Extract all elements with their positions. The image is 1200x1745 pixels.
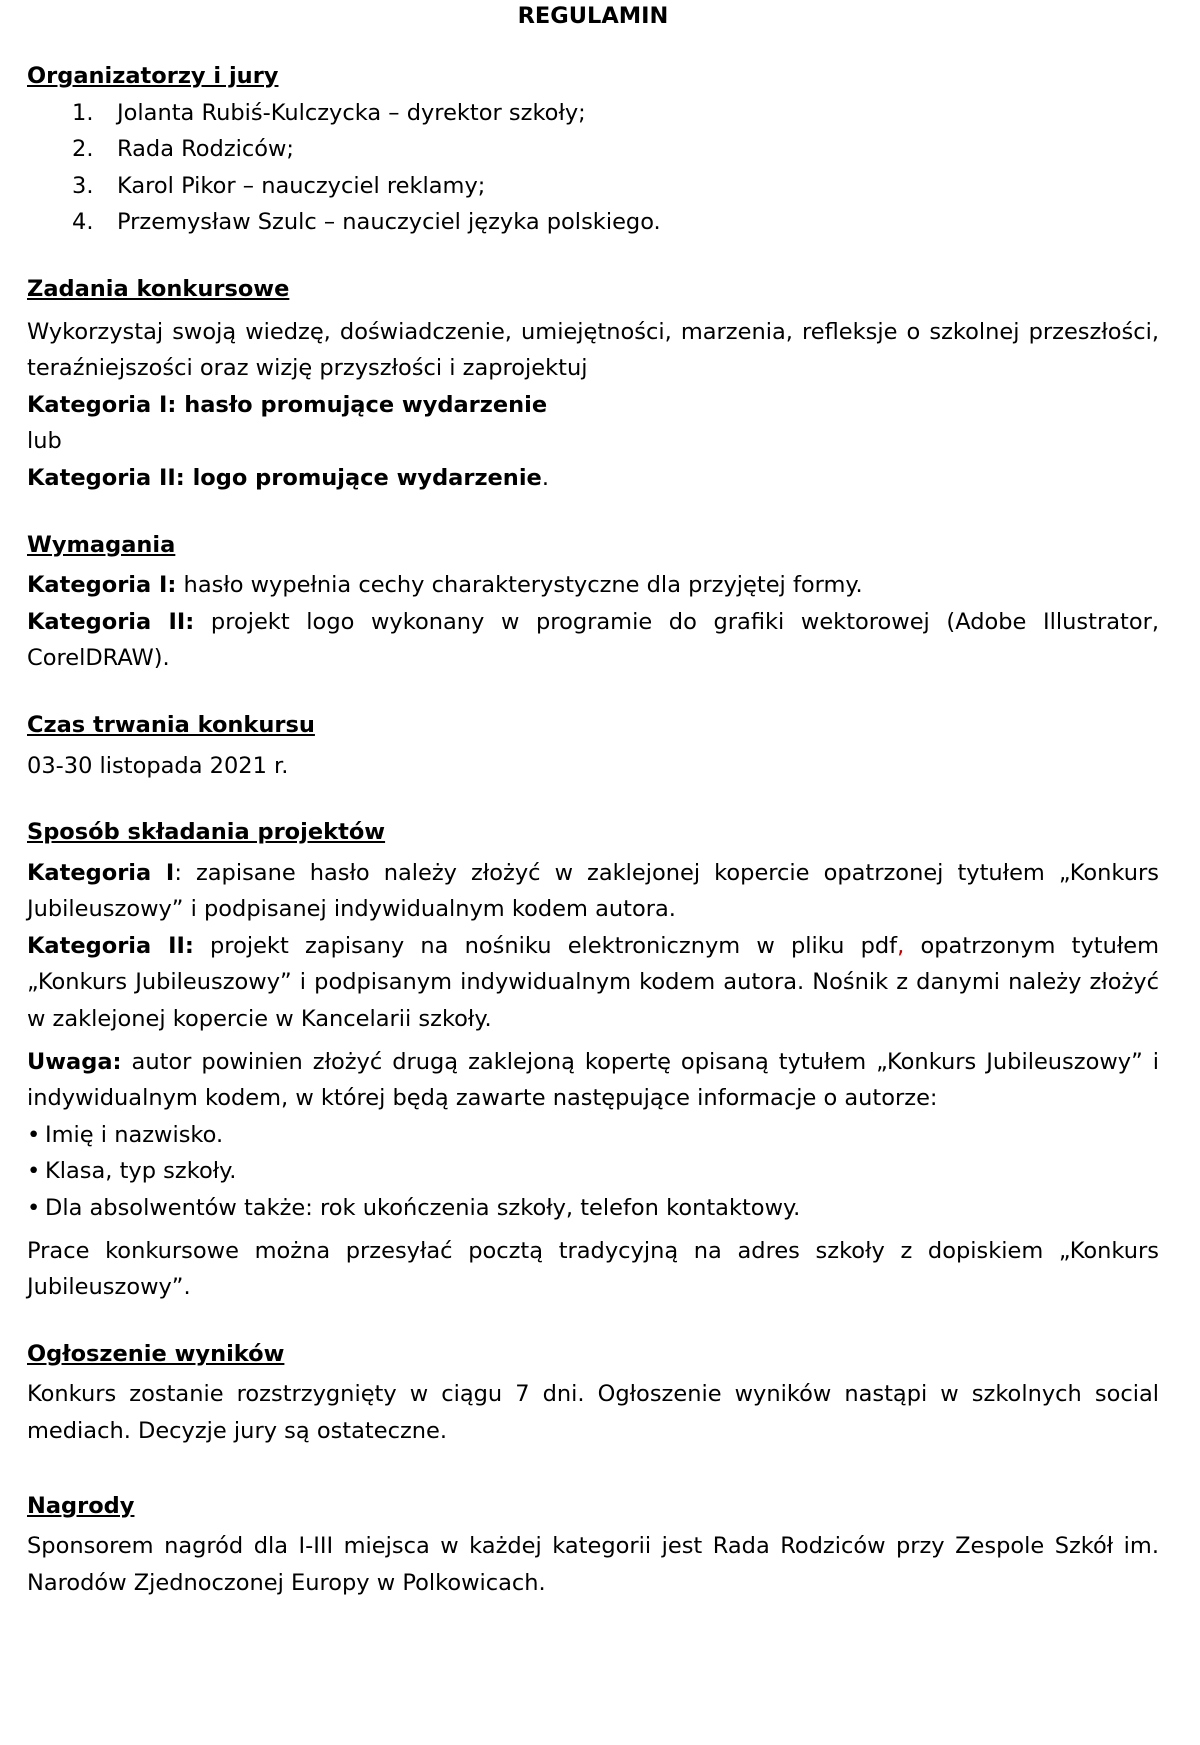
tasks-intro: Wykorzystaj swoją wiedzę, doświadczenie, umiejętności, marzenia, refleksje o szkolnej przeszłości, teraźniejszości oraz wizję przyszłości i zaprojektuj (27, 318, 1159, 382)
submission-category-1: Kategoria I: zapisane hasło należy złożyć w zaklejonej kopercie opatrzonej tytułem „Konkurs Jubileuszowy” i podpisanej indywidualnym kodem autora. (27, 859, 1159, 923)
organizers-heading: Organizatorzy i jury (27, 63, 279, 89)
red-comma: , (897, 932, 905, 959)
prizes-text: Sponsorem nagród dla I-III miejsca w każdej kategorii jest Rada Rodziców przy Zespole Szkół im. Narodów Zjednoczonej Europy w Polkowicach. (27, 1533, 1159, 1596)
duration-text: 03-30 listopada 2021 r. (27, 752, 289, 779)
duration-heading: Czas trwania konkursu (27, 711, 315, 738)
results-text: Konkurs zostanie rozstrzygnięty w ciągu 7 dni. Ogłoszenie wyników nastąpi w szkolnych social mediach. Decyzje jury są ostateczne. (27, 1381, 1159, 1444)
document-title: REGULAMIN (517, 3, 669, 29)
submission-category-2: Kategoria II: projekt zapisany na nośniku elektronicznym w pliku pdf, opatrzonym tytułem „Konkurs Jubileuszowy” i podpisanym indywidualnym kodem autora. Nośnik z danymi należy złożyć w zaklejonej kopercie w Kancelarii szkoły. (27, 932, 1160, 1033)
bullet-icon: • (27, 1121, 41, 1148)
list-item: • Dla absolwentów także: rok ukończenia szkoły, telefon kontaktowy. (27, 1190, 1159, 1227)
bullet-icon: • (27, 1158, 41, 1185)
tasks-category-2: Kategoria II: logo promujące wydarzenie. (27, 464, 549, 491)
list-item: 2. Rada Rodziców; (72, 136, 295, 163)
tasks-heading: Zadania konkursowe (27, 275, 290, 302)
list-item: 1. Jolanta Rubiś-Kulczycka – dyrektor szkoły; (72, 99, 586, 126)
list-item: • Klasa, typ szkoły. (27, 1153, 1159, 1190)
list-item: 4. Przemysław Szulc – nauczyciel języka polskiego. (72, 209, 661, 236)
submission-heading: Sposób składania projektów (27, 819, 386, 846)
submission-mail: Prace konkursowe można przesyłać pocztą tradycyjną na adres szkoły z dopiskiem „Konkurs Jubileuszowy”. (27, 1237, 1159, 1301)
bullet-icon: • (27, 1195, 41, 1222)
author-info-list (27, 1117, 1159, 1227)
results-heading: Ogłoszenie wyników (27, 1340, 285, 1367)
document-body (27, 0, 1159, 1601)
requirements-category-2: Kategoria II: projekt logo wykonany w programie do grafiki wektorowej (Adobe Illustrator, CorelDRAW). (27, 608, 1159, 672)
tasks-category-1: Kategoria I: hasło promujące wydarzenie (27, 391, 548, 418)
tasks-or: lub (27, 428, 62, 455)
prizes-heading: Nagrody (27, 1492, 135, 1519)
list-item: 3. Karol Pikor – nauczyciel reklamy; (72, 172, 486, 199)
list-item: • Imię i nazwisko. (27, 1117, 1159, 1154)
submission-note: Uwaga: autor powinien złożyć drugą zaklejoną kopertę opisaną tytułem „Konkurs Jubileuszowy” i indywidualnym kodem, w której będą zawarte następujące informacje o autorze: (27, 1048, 1159, 1112)
requirements-category-1: Kategoria I: hasło wypełnia cechy charakterystyczne dla przyjętej formy. (27, 572, 863, 599)
requirements-heading: Wymagania (27, 531, 176, 558)
organizers-list (27, 95, 1159, 241)
